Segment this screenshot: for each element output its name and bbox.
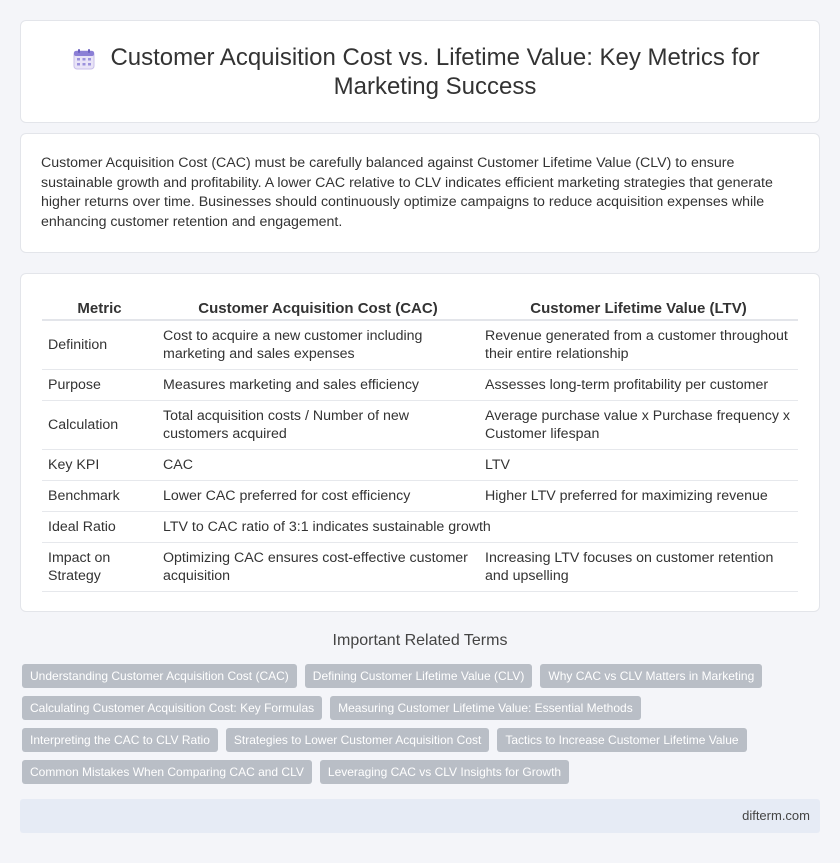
cell-ltv: Revenue generated from a customer throughout their entire relationship (479, 321, 798, 370)
comparison-table-card (20, 273, 820, 612)
cell-cac: CAC (157, 450, 479, 481)
cell-cac: Optimizing CAC ensures cost-effective customer acquisition (157, 543, 479, 592)
related-terms-list (22, 664, 812, 792)
cell-cac: Measures marketing and sales efficiency (157, 370, 479, 401)
related-term-tag[interactable]: Calculating Customer Acquisition Cost: Key Formulas (22, 696, 322, 720)
cell-cac: Cost to acquire a new customer including marketing and sales expenses (157, 321, 479, 370)
cell-metric: Calculation (42, 401, 157, 450)
cell-metric: Purpose (42, 370, 157, 401)
table-row (42, 450, 798, 481)
cell-metric: Key KPI (42, 450, 157, 481)
table-row (42, 543, 798, 592)
column-header-metric: Metric (42, 296, 157, 321)
cell-metric: Benchmark (42, 481, 157, 512)
column-header-ltv: Customer Lifetime Value (LTV) (479, 296, 798, 321)
related-terms-title: Important Related Terms (332, 632, 508, 649)
related-term-tag[interactable]: Defining Customer Lifetime Value (CLV) (305, 664, 533, 688)
column-header-cac: Customer Acquisition Cost (CAC) (157, 296, 479, 321)
intro-paragraph: Customer Acquisition Cost (CAC) must be carefully balanced against Customer Lifetime Value (CLV) to ensure sustainable growth and profitability. A lower CAC relative to CLV indicates efficient marketing strategies that generate higher returns over time. Businesses should continuously optimize campaigns to reduce acquisition expenses while enhancing customer retention and engagement. (41, 155, 773, 230)
table-row (42, 481, 798, 512)
table-row (42, 401, 798, 450)
related-term-tag[interactable]: Strategies to Lower Customer Acquisition Cost (226, 728, 489, 752)
cell-metric: Impact on Strategy (42, 543, 157, 592)
cell-metric: Definition (42, 321, 157, 370)
table-row (42, 370, 798, 401)
cell-ltv: Average purchase value x Purchase frequency x Customer lifespan (479, 401, 798, 450)
comparison-table (42, 296, 798, 592)
related-term-tag[interactable]: Common Mistakes When Comparing CAC and CLV (22, 760, 312, 784)
related-term-tag[interactable]: Leveraging CAC vs CLV Insights for Growth (320, 760, 569, 784)
header-card (20, 20, 820, 123)
footer (20, 799, 820, 833)
footer-site-link[interactable]: difterm.com (742, 808, 810, 823)
cell-cac: Lower CAC preferred for cost efficiency (157, 481, 479, 512)
cell-merged: LTV to CAC ratio of 3:1 indicates sustainable growth (157, 512, 798, 543)
related-term-tag[interactable]: Tactics to Increase Customer Lifetime Value (497, 728, 746, 752)
cell-ltv: Assesses long-term profitability per customer (479, 370, 798, 401)
page-title: Customer Acquisition Cost vs. Lifetime Value: Key Metrics for Marketing Success (110, 44, 760, 100)
cell-ltv: LTV (479, 450, 798, 481)
related-term-tag[interactable]: Understanding Customer Acquisition Cost (CAC) (22, 664, 297, 688)
related-term-tag[interactable]: Interpreting the CAC to CLV Ratio (22, 728, 218, 752)
cell-ltv: Increasing LTV focuses on customer retention and upselling (479, 543, 798, 592)
table-header-row (42, 296, 798, 321)
cell-ltv: Higher LTV preferred for maximizing revenue (479, 481, 798, 512)
related-term-tag[interactable]: Measuring Customer Lifetime Value: Essential Methods (330, 696, 641, 720)
intro-card (20, 133, 820, 253)
related-term-tag[interactable]: Why CAC vs CLV Matters in Marketing (540, 664, 762, 688)
cell-cac: Total acquisition costs / Number of new customers acquired (157, 401, 479, 450)
table-row (42, 512, 798, 543)
table-row (42, 321, 798, 370)
cell-metric: Ideal Ratio (42, 512, 157, 543)
